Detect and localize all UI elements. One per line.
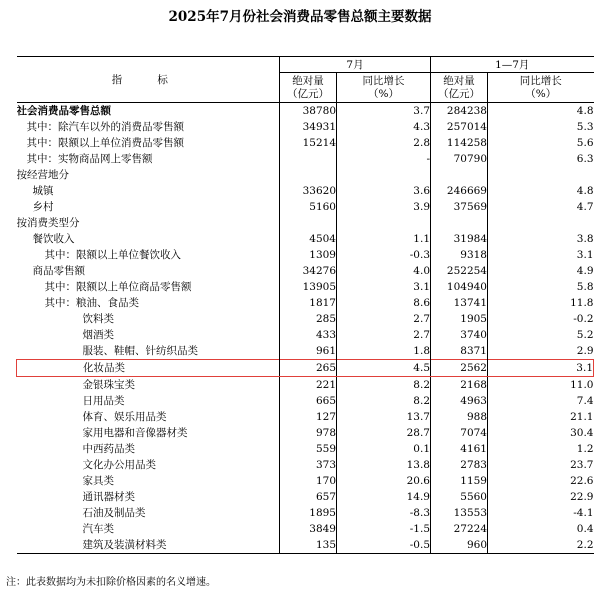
july-yoy-cell: -8.3: [337, 505, 431, 521]
table-row: [17, 441, 594, 457]
july-absolute-cell: 5160: [280, 199, 337, 215]
july-absolute-cell: 559: [280, 441, 337, 457]
ytd-absolute-cell: 70790: [431, 151, 488, 167]
ytd-absolute-cell: [431, 215, 488, 231]
ytd-yoy-cell: 6.3: [488, 151, 594, 167]
july-yoy-cell: 8.2: [337, 377, 431, 394]
july-yoy-cell: 8.6: [337, 295, 431, 311]
ytd-absolute-cell: [431, 167, 488, 183]
july-yoy-cell: 1.1: [337, 231, 431, 247]
row-label: 城镇: [32, 185, 54, 197]
row-label: 商品零售额: [32, 265, 85, 277]
ytd-absolute-cell: 246669: [431, 183, 488, 199]
table-row: [17, 505, 594, 521]
july-absolute-cell: 433: [280, 327, 337, 343]
july-yoy-cell: -0.3: [337, 247, 431, 263]
july-absolute-cell: [280, 167, 337, 183]
july-group-header: 7月: [280, 57, 431, 73]
july-yoy-cell: -0.5: [337, 537, 431, 554]
ytd-absolute-cell: 2783: [431, 457, 488, 473]
ytd-absolute-cell: 13553: [431, 505, 488, 521]
ytd-absolute-cell: 284238: [431, 103, 488, 120]
retail-sales-table: [16, 56, 594, 554]
row-label: 化妆品类: [17, 360, 280, 377]
july-absolute-cell: 265: [280, 360, 337, 377]
july-absolute-cell: 13905: [280, 279, 337, 295]
ytd-absolute-cell: 252254: [431, 263, 488, 279]
july-yoy-cell: 3.9: [337, 199, 431, 215]
ytd-yoy-cell: 1.2: [488, 441, 594, 457]
table-row: [17, 151, 594, 167]
table-row: [17, 377, 594, 394]
row-label: 餐饮收入: [32, 233, 75, 245]
ytd-absolute-cell: 31984: [431, 231, 488, 247]
ytd-yoy-header: 同比增长 （%）: [488, 73, 594, 103]
row-label: 其中：实物商品网上零售额: [26, 153, 153, 165]
row-label: 按消费类型分: [16, 217, 80, 229]
ytd-yoy-cell: 7.4: [488, 393, 594, 409]
ytd-yoy-cell: 22.6: [488, 473, 594, 489]
row-label: 中西药品类: [82, 443, 135, 455]
july-absolute-cell: 1817: [280, 295, 337, 311]
ytd-yoy-cell: 21.1: [488, 409, 594, 425]
july-yoy-cell: 28.7: [337, 425, 431, 441]
ytd-yoy-cell: -4.1: [488, 505, 594, 521]
july-absolute-cell: [280, 215, 337, 231]
ytd-yoy-cell: 0.4: [488, 521, 594, 537]
july-absolute-cell: [280, 151, 337, 167]
july-abs-header: 绝对量 （亿元）: [280, 73, 337, 103]
july-yoy-cell: 3.7: [337, 103, 431, 120]
july-yoy-cell: 20.6: [337, 473, 431, 489]
ytd-absolute-cell: 13741: [431, 295, 488, 311]
row-label: 烟酒类: [82, 329, 114, 341]
july-yoy-cell: [337, 167, 431, 183]
row-label: 体育、娱乐用品类: [82, 411, 167, 423]
jan-jul-group-header: 1—7月: [431, 57, 594, 73]
ytd-yoy-cell: [488, 167, 594, 183]
table-row: [17, 360, 594, 377]
table-row: [17, 457, 594, 473]
ytd-absolute-cell: 2562: [431, 360, 488, 377]
ytd-yoy-cell: 22.9: [488, 489, 594, 505]
july-yoy-cell: 3.6: [337, 183, 431, 199]
row-label: 其中：限额以上单位消费品零售额: [26, 137, 184, 149]
july-absolute-cell: 33620: [280, 183, 337, 199]
july-yoy-cell: 4.3: [337, 119, 431, 135]
row-label: 文化办公用品类: [82, 459, 156, 471]
ytd-yoy-cell: 5.3: [488, 119, 594, 135]
ytd-yoy-cell: 5.6: [488, 135, 594, 151]
table-row: [17, 537, 594, 554]
row-label: 家用电器和音像器材类: [82, 427, 188, 439]
july-absolute-cell: 34276: [280, 263, 337, 279]
table-row: [17, 167, 594, 183]
ytd-absolute-cell: 7074: [431, 425, 488, 441]
july-yoy-cell: 13.8: [337, 457, 431, 473]
footnote: 注：此表数据均为未扣除价格因素的名义增速。: [6, 577, 216, 588]
july-yoy-cell: 14.9: [337, 489, 431, 505]
ytd-absolute-cell: 4161: [431, 441, 488, 457]
ytd-yoy-cell: 2.2: [488, 537, 594, 554]
row-label: 建筑及装潢材料类: [17, 537, 280, 554]
ytd-yoy-cell: 2.9: [488, 343, 594, 360]
ytd-yoy-cell: 3.8: [488, 231, 594, 247]
row-label: 其中：限额以上单位餐饮收入: [44, 249, 181, 261]
row-label: 通讯器材类: [82, 491, 135, 503]
ytd-absolute-cell: 104940: [431, 279, 488, 295]
indicator-header: 指 标: [17, 57, 280, 103]
table-row: [17, 473, 594, 489]
ytd-yoy-cell: 4.7: [488, 199, 594, 215]
ytd-absolute-cell: 257014: [431, 119, 488, 135]
july-yoy-cell: 8.2: [337, 393, 431, 409]
row-label: 其中：粮油、食品类: [44, 297, 139, 309]
header-row-groups: [17, 57, 594, 73]
row-label: 金银珠宝类: [82, 379, 135, 391]
ytd-absolute-cell: 114258: [431, 135, 488, 151]
july-absolute-cell: 1895: [280, 505, 337, 521]
table-row: [17, 263, 594, 279]
row-label: 石油及制品类: [82, 507, 146, 519]
july-absolute-cell: 1309: [280, 247, 337, 263]
row-label: 饮料类: [82, 313, 114, 325]
ytd-yoy-cell: -0.2: [488, 311, 594, 327]
ytd-yoy-cell: 5.2: [488, 327, 594, 343]
july-absolute-cell: 373: [280, 457, 337, 473]
ytd-yoy-cell: [488, 215, 594, 231]
table-row: [17, 247, 594, 263]
row-label: 汽车类: [82, 523, 114, 535]
ytd-yoy-cell: 3.1: [488, 360, 594, 377]
ytd-yoy-cell: 23.7: [488, 457, 594, 473]
july-absolute-cell: 665: [280, 393, 337, 409]
row-label: 其中：限额以上单位商品零售额: [44, 281, 192, 293]
july-yoy-cell: 4.5: [337, 360, 431, 377]
ytd-absolute-cell: 1159: [431, 473, 488, 489]
july-absolute-cell: 15214: [280, 135, 337, 151]
row-label: 乡村: [32, 201, 54, 213]
row-label: 其中：除汽车以外的消费品零售额: [26, 121, 184, 133]
ytd-absolute-cell: 27224: [431, 521, 488, 537]
ytd-absolute-cell: 2168: [431, 377, 488, 394]
table-row: [17, 521, 594, 537]
july-yoy-cell: 2.7: [337, 311, 431, 327]
page-title: 2025年7月份社会消费品零售总额主要数据: [168, 9, 432, 25]
july-yoy-cell: -: [337, 151, 431, 167]
ytd-absolute-cell: 9318: [431, 247, 488, 263]
july-absolute-cell: 127: [280, 409, 337, 425]
row-label: 日用品类: [82, 395, 125, 407]
table-row: [17, 231, 594, 247]
ytd-absolute-cell: 960: [431, 537, 488, 554]
ytd-yoy-cell: 3.1: [488, 247, 594, 263]
row-label: 家具类: [82, 475, 114, 487]
table-row: [17, 103, 594, 120]
july-absolute-cell: 978: [280, 425, 337, 441]
ytd-yoy-cell: 5.8: [488, 279, 594, 295]
july-yoy-cell: 3.1: [337, 279, 431, 295]
table-row: [17, 135, 594, 151]
july-yoy-cell: -1.5: [337, 521, 431, 537]
table-row: [17, 311, 594, 327]
ytd-yoy-cell: 30.4: [488, 425, 594, 441]
table-row: [17, 199, 594, 215]
table-row: [17, 489, 594, 505]
july-yoy-cell: 2.7: [337, 327, 431, 343]
july-yoy-cell: 4.0: [337, 263, 431, 279]
row-label: 按经营地分: [16, 169, 69, 181]
july-absolute-cell: 3849: [280, 521, 337, 537]
july-absolute-cell: 657: [280, 489, 337, 505]
ytd-yoy-cell: 11.0: [488, 377, 594, 394]
july-absolute-cell: 961: [280, 343, 337, 360]
table-row: [17, 327, 594, 343]
table-row: [17, 183, 594, 199]
ytd-yoy-cell: 4.8: [488, 103, 594, 120]
ytd-absolute-cell: 1905: [431, 311, 488, 327]
ytd-absolute-cell: 988: [431, 409, 488, 425]
row-label: 社会消费品零售总额: [16, 105, 111, 117]
july-absolute-cell: 34931: [280, 119, 337, 135]
july-absolute-cell: 4504: [280, 231, 337, 247]
july-absolute-cell: 221: [280, 377, 337, 394]
table-row: [17, 409, 594, 425]
ytd-absolute-cell: 4963: [431, 393, 488, 409]
ytd-absolute-cell: 8371: [431, 343, 488, 360]
table-row: [17, 343, 594, 360]
july-absolute-cell: 38780: [280, 103, 337, 120]
table-row: [17, 119, 594, 135]
july-yoy-header: 同比增长 （%）: [337, 73, 431, 103]
july-yoy-cell: 2.8: [337, 135, 431, 151]
ytd-abs-header: 绝对量 （亿元）: [431, 73, 488, 103]
july-yoy-cell: 13.7: [337, 409, 431, 425]
july-yoy-cell: 1.8: [337, 343, 431, 360]
table-row: [17, 393, 594, 409]
ytd-yoy-cell: 11.8: [488, 295, 594, 311]
table-row: [17, 215, 594, 231]
ytd-yoy-cell: 4.8: [488, 183, 594, 199]
row-label: 服装、鞋帽、针纺织品类: [82, 345, 198, 357]
july-yoy-cell: 0.1: [337, 441, 431, 457]
ytd-absolute-cell: 5560: [431, 489, 488, 505]
july-absolute-cell: 135: [280, 537, 337, 554]
july-yoy-cell: [337, 215, 431, 231]
table-row: [17, 279, 594, 295]
ytd-absolute-cell: 3740: [431, 327, 488, 343]
ytd-yoy-cell: 4.9: [488, 263, 594, 279]
july-absolute-cell: 285: [280, 311, 337, 327]
table-row: [17, 295, 594, 311]
july-absolute-cell: 170: [280, 473, 337, 489]
ytd-absolute-cell: 37569: [431, 199, 488, 215]
table-row: [17, 425, 594, 441]
